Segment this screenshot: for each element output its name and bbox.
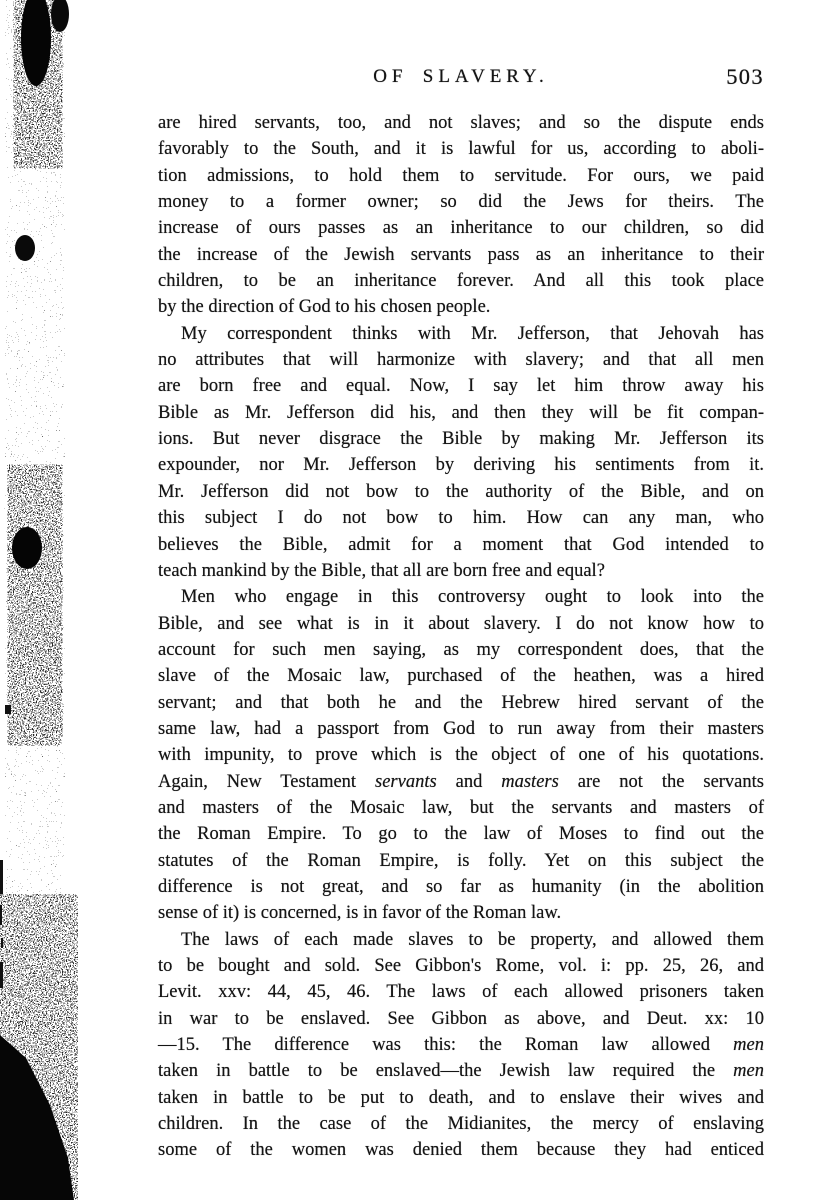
text-line: Bible, and see what is in it about slavery. I do not know how to	[158, 613, 764, 634]
text-line: this subject I do not bow to him. How can any man, who	[158, 508, 764, 529]
text-line: no attributes that will harmonize with slavery; and that all men	[158, 350, 764, 371]
paragraph	[158, 584, 764, 926]
text-segment: and	[436, 771, 502, 792]
page-number: 503	[726, 64, 764, 89]
text-line: children. In the case of the Midianites, the mercy of enslaving	[158, 1114, 764, 1135]
italic-text: men	[733, 1035, 764, 1056]
text-segment: Again, New Testament	[158, 771, 375, 792]
text-line: the Roman Empire. To go to the law of Moses to find out the	[158, 824, 764, 845]
text-line	[158, 769, 764, 795]
text-line: ions. But never disgrace the Bible by making Mr. Jefferson its	[158, 429, 764, 450]
text-line: statutes of the Roman Empire, is folly. Yet on this subject the	[158, 850, 764, 871]
text-line: Bible as Mr. Jefferson did his, and then they will be fit compan-	[158, 402, 764, 423]
text-line: My correspondent thinks with Mr. Jefferson, that Jehovah has	[181, 323, 764, 344]
scan-noise-artifact	[0, 0, 110, 1200]
scan-noise-svg	[0, 0, 110, 1200]
paragraph	[158, 321, 764, 584]
italic-text: masters	[501, 771, 559, 792]
text-line: difference is not great, and so far as humanity (in the abolition	[158, 876, 764, 897]
text-line: teach mankind by the Bible, that all are born free and equal?	[158, 560, 605, 581]
text-line: Mr. Jefferson did not bow to the authority of the Bible, and on	[158, 481, 764, 502]
page-header	[158, 64, 764, 94]
text-line: increase of ours passes as an inheritance to our children, so did	[158, 218, 764, 239]
text-line: and masters of the Mosaic law, but the servants and masters of	[158, 797, 764, 818]
text-line: to be bought and sold. See Gibbon's Rome, vol. i: pp. 25, 26, and	[158, 956, 764, 976]
text-line: money to a former owner; so did the Jews for theirs. The	[158, 192, 764, 213]
text-line: The laws of each made slaves to be property, and allowed them	[181, 929, 764, 950]
text-line: by the direction of God to his chosen people.	[158, 297, 491, 318]
text-line: same law, had a passport from God to run away from their masters	[158, 718, 764, 739]
text-line: favorably to the South, and it is lawful for us, according to aboli-	[158, 139, 764, 160]
text-line	[158, 1058, 764, 1084]
text-line: expounder, nor Mr. Jefferson by deriving his sentiments from it.	[158, 455, 764, 476]
text-block	[158, 110, 764, 1164]
text-line: tion admissions, to hold them to servitude. For ours, we paid	[158, 165, 764, 186]
text-line: slave of the Mosaic law, purchased of the heathen, was a hired	[158, 666, 764, 687]
text-line	[158, 1032, 764, 1058]
paragraph	[158, 110, 764, 321]
text-line: Levit. xxv: 44, 45, 46. The laws of each allowed prisoners taken	[158, 982, 764, 1003]
text-line: the increase of the Jewish servants pass as an inheritance to their	[158, 244, 764, 265]
text-line: are born free and equal. Now, I say let him throw away his	[158, 376, 764, 397]
text-segment: taken in battle to be enslaved—the Jewish law required the	[158, 1061, 734, 1082]
text-line: sense of it) is concerned, is in favor of the Roman law.	[158, 903, 562, 924]
text-line: Men who engage in this controversy ought to look into the	[181, 587, 764, 608]
italic-text: servants	[375, 771, 437, 792]
text-segment: are not the servants	[558, 771, 764, 792]
text-segment: —15. The difference was this: the Roman law allowed	[158, 1035, 734, 1056]
text-line: in war to be enslaved. See Gibbon as above, and Deut. xx: 10	[158, 1008, 764, 1029]
text-line: with impunity, to prove which is the object of one of his quotations.	[158, 745, 764, 766]
text-line: some of the women was denied them because they had enticed	[158, 1140, 764, 1161]
running-title: OF SLAVERY.	[373, 66, 549, 87]
text-line: account for such men saying, as my correspondent does, that the	[158, 639, 764, 660]
text-line: are hired servants, too, and not slaves; and so the dispute ends	[158, 113, 764, 133]
text-line: taken in battle to be put to death, and to enslave their wives and	[158, 1087, 764, 1108]
paragraph	[158, 927, 764, 1164]
italic-text: men	[733, 1061, 764, 1082]
text-line: believes the Bible, admit for a moment that God intended to	[158, 534, 764, 555]
text-line: children, to be an inheritance forever. And all this took place	[158, 271, 764, 292]
text-line: servant; and that both he and the Hebrew hired servant of the	[158, 692, 764, 713]
